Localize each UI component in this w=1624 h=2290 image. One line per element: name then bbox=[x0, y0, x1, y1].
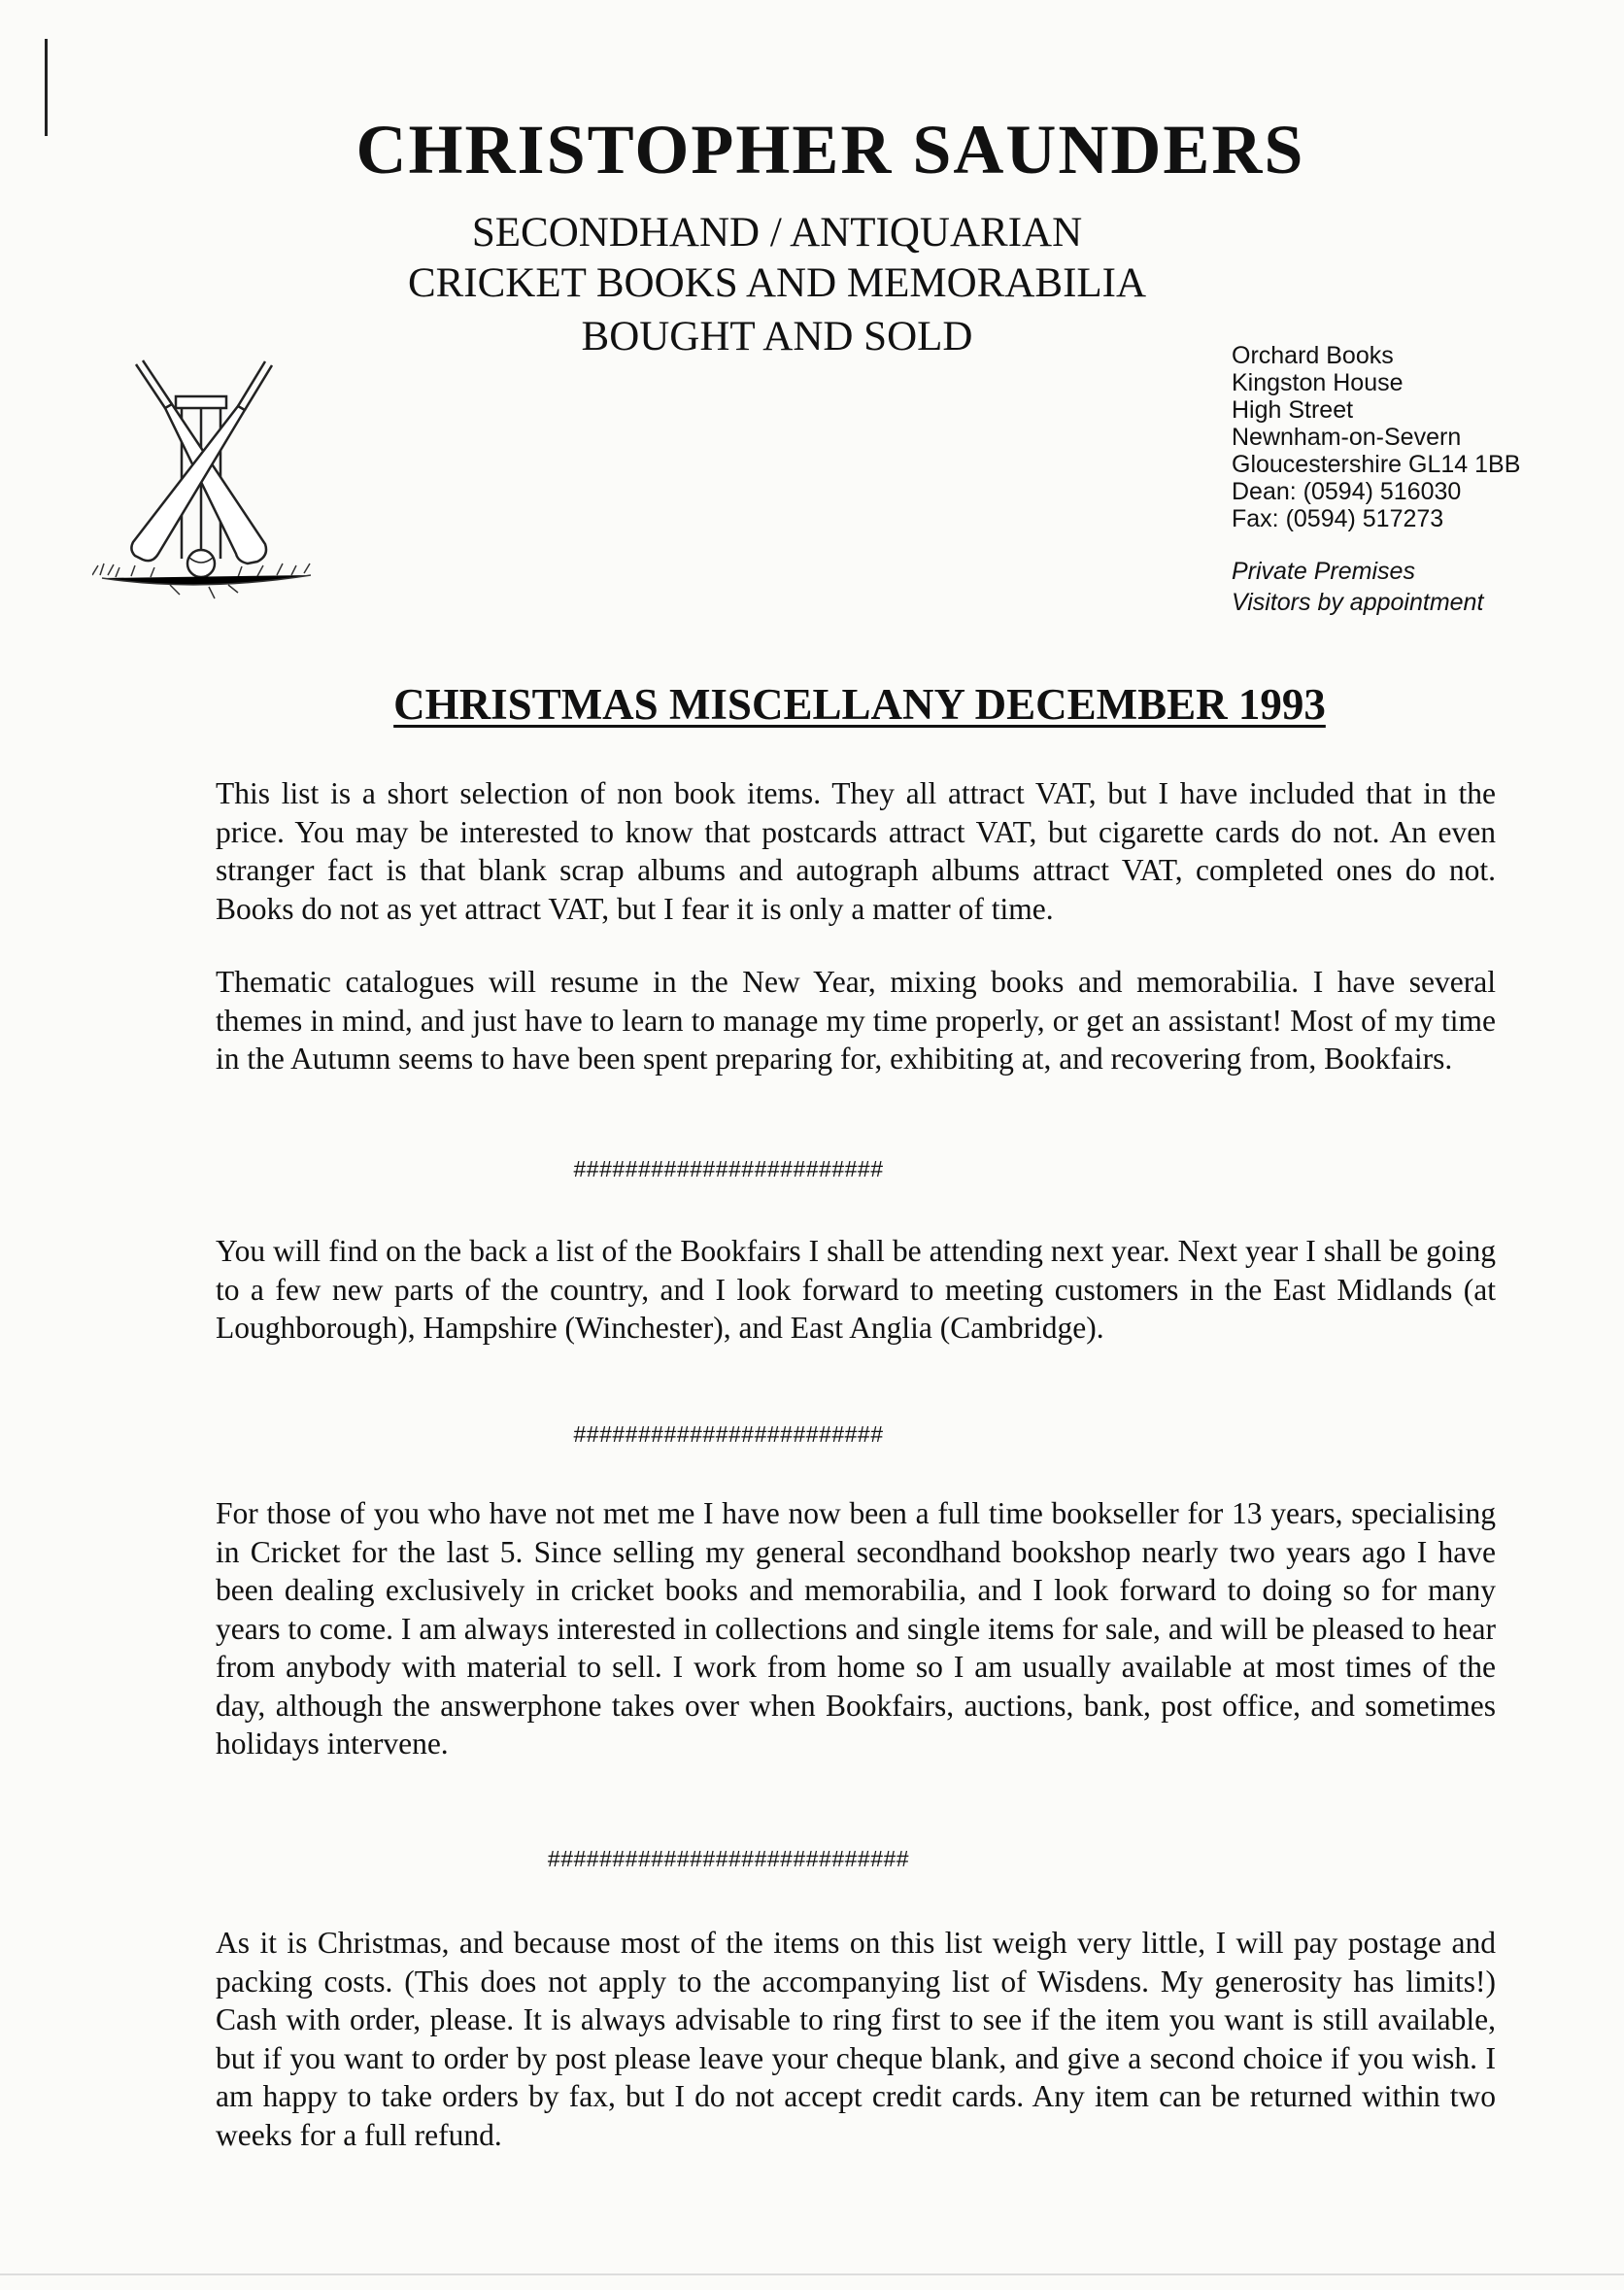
crossed-cricket-bats-icon bbox=[92, 350, 316, 602]
address-line-5: Gloucestershire GL14 1BB bbox=[1232, 451, 1521, 478]
fax-line: Fax: (0594) 517273 bbox=[1232, 505, 1444, 532]
separator-1: ######################## bbox=[573, 1156, 884, 1181]
separator-3: ############################ bbox=[547, 1846, 910, 1871]
dealer-name: CHRISTOPHER SAUNDERS bbox=[355, 111, 1305, 188]
address-line-2: Kingston House bbox=[1232, 369, 1404, 396]
address-line-4: Newnham-on-Severn bbox=[1232, 424, 1462, 451]
bottom-edge-rule bbox=[0, 2273, 1624, 2275]
paragraph-vat: This list is a short selection of non book items. They all attract VAT, but I have included that in the price. You may be interested to know that postcards attract VAT, but cigarette cards do not. An even stranger fact is that blank scrap albums and autograph albums attract VAT, completed ones do not. Books do not as yet attract VAT, but I fear it is only a matter of time. bbox=[216, 776, 1496, 926]
address-line-3: High Street bbox=[1232, 396, 1354, 424]
premises-line-2: Visitors by appointment bbox=[1232, 589, 1484, 616]
subtitle-line-3: BOUGHT AND SOLD bbox=[581, 314, 973, 359]
separator-2: ######################## bbox=[573, 1421, 884, 1447]
document-heading: CHRISTMAS MISCELLANY DECEMBER 1993 bbox=[393, 680, 1326, 729]
premises-line-1: Private Premises bbox=[1232, 558, 1415, 585]
phone-line: Dean: (0594) 516030 bbox=[1232, 478, 1462, 505]
paragraph-bookfairs: You will find on the back a list of the Bookfairs I shall be attending next year. Next year I shall be going to a few new parts of the country, and I look forward to meeting customers in the East Midlands (at Loughborough), Hampshire (Winchester), and East Anglia (Cambridge). bbox=[216, 1234, 1496, 1345]
premises-note bbox=[1232, 556, 1620, 618]
paragraph-ordering: As it is Christmas, and because most of the items on this list weigh very little, I will pay postage and packing costs. (This does not apply to the accompanying list of Wisdens. My generosity has limits!) Cash with order, please. It is always advisable to ring first to see if the item you want is still available, but if you want to order by post please leave your cheque blank, and give a second choice if you wish. I am happy to take orders by fax, but I do not accept credit cards. Any item can be returned within two weeks for a full refund. bbox=[216, 1926, 1496, 2152]
address-line-1: Orchard Books bbox=[1232, 342, 1394, 369]
subtitle-line-2: CRICKET BOOKS AND MEMORABILIA bbox=[407, 260, 1147, 306]
paragraph-about: For those of you who have not met me I have now been a full time bookseller for 13 years, specialising in Cricket for the last 5. Since selling my general secondhand bookshop nearly two years ago I have been dealing exclusively in cricket books and memorabilia, and I look forward to doing so for many years to come. I am always interested in collections and single items for sale, and will be pleased to hear from anybody with material to sell. I work from home so I am usually available at most times of the day, although the answerphone takes over when Bookfairs, auctions, bank, post office, and sometimes holidays intervene. bbox=[216, 1496, 1496, 1760]
paragraph-catalogues: Thematic catalogues will resume in the New Year, mixing books and memorabilia. I have several themes in mind, and just have to learn to manage my time properly, or get an assistant! Most of my time in the Autumn seems to have been spent preparing for, exhibiting at, and recovering from, Bookfairs. bbox=[216, 965, 1496, 1076]
subtitle-line-1: SECONDHAND / ANTIQUARIAN bbox=[471, 210, 1083, 256]
margin-mark bbox=[45, 39, 48, 136]
address-block bbox=[1232, 342, 1620, 532]
